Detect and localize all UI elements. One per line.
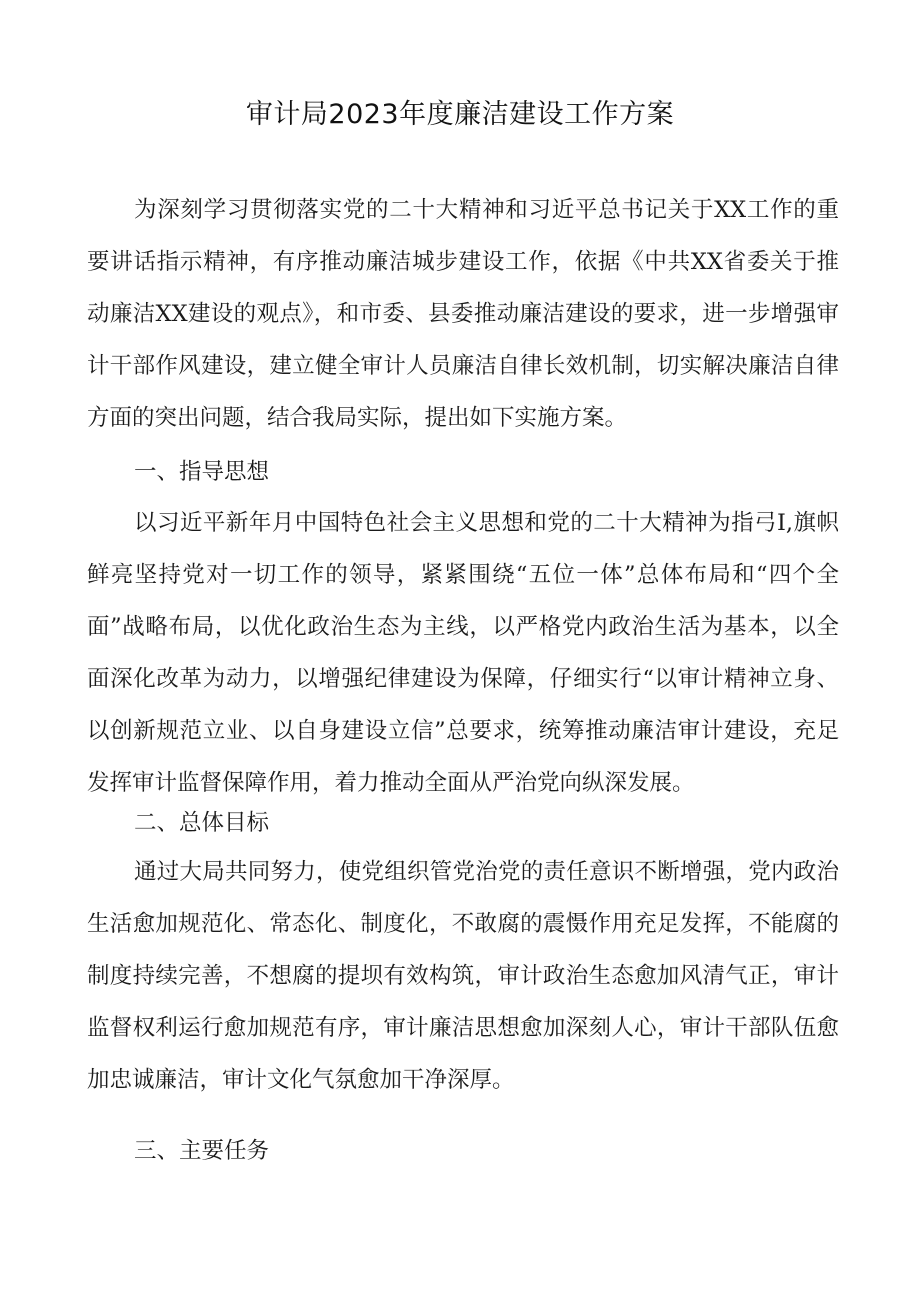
section-heading-guiding-ideology: 一、指导思想 <box>134 459 270 485</box>
section-paragraph-guiding-ideology: 以习近平新年月中国特色社会主义思想和党的二十大精神为指弓I,旗帜鲜亮坚持党对一切工作的领导，紧紧围绕“五位一体”总体布局和“四个全面”战略布局，以优化政治生态为主线，以严格党内政治生活为基本，以全面深化改革为动力，以增强纪律建设为保障，仔细实行“以审计精神立身、以创新规范立业、以自身建设立信”总要求，统筹推动廉洁审计建设，充足发挥审计监督保障作用，着力推动全面从严治党向纵深发展。 <box>87 510 839 796</box>
document-title: 审计局2023年度廉洁建设工作方案 <box>245 99 675 130</box>
intro-paragraph: 为深刻学习贯彻落实党的二十大精神和习近平总书记关于XX工作的重要讲话指示精神，有序推动廉洁城步建设工作，依据《中共XX省委关于推动廉洁XX建设的观点》，和市委、县委推动廉洁建设的要求，进一步增强审计干部作风建设，建立健全审计人员廉洁自律长效机制，切实解决廉洁自律方面的突出问题，结合我局实际，提出如下实施方案。 <box>87 197 839 431</box>
section-paragraph-overall-goal: 通过大局共同努力，使党组织管党治党的责任意识不断增强，党内政治生活愈加规范化、常态化、制度化，不敢腐的震慑作用充足发挥，不能腐的制度持续完善，不想腐的提坝有效构筑，审计政治生态愈加风清气正，审计监督权利运行愈加规范有序，审计廉洁思想愈加深刻人心，审计干部队伍愈加忠诚廉洁，审计文化气氛愈加干净深厚。 <box>87 859 839 1093</box>
section-heading-main-tasks: 三、主要任务 <box>134 1138 270 1164</box>
section-heading-overall-goal: 二、总体目标 <box>134 810 270 836</box>
